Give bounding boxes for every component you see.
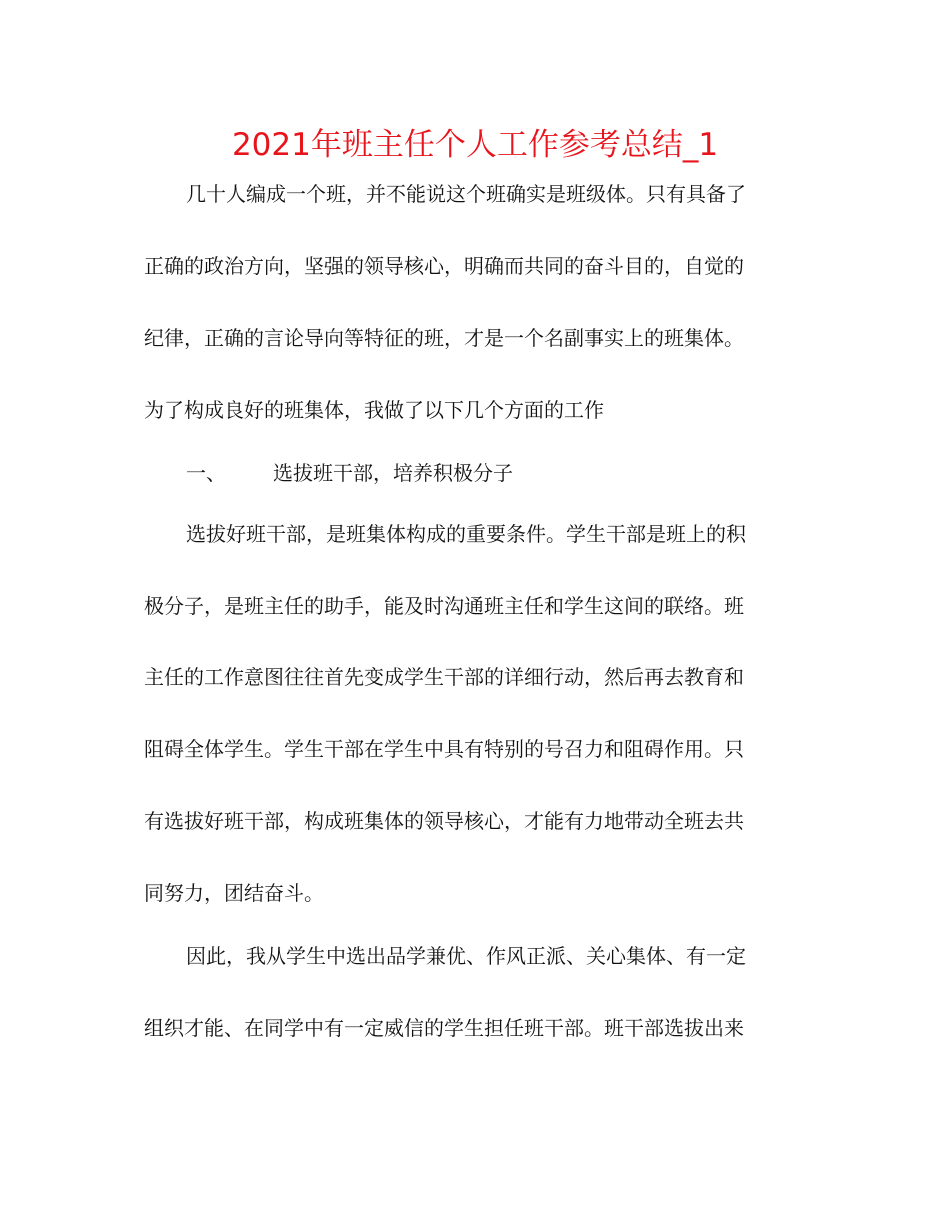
document-title: 2021年班主任个人工作参考总结_1 (231, 127, 719, 163)
paragraph-2-line-6: 同努力，团结奋斗。 (144, 881, 324, 905)
paragraph-1-line-1: 几十人编成一个班，并不能说这个班确实是班级体。只有具备了 (186, 182, 746, 206)
paragraph-3-line-2: 组织才能、在同学中有一定威信的学生担任班干部。班干部选拔出来 (144, 1016, 744, 1040)
paragraph-2-line-1: 选拔好班干部，是班集体构成的重要条件。学生干部是班上的积 (186, 522, 746, 546)
paragraph-1-line-4: 为了构成良好的班集体，我做了以下几个方面的工作 (144, 398, 604, 422)
paragraph-2-line-2: 极分子，是班主任的助手，能及时沟通班主任和学生这间的联络。班 (144, 594, 744, 618)
paragraph-1-line-2: 正确的政治方向，坚强的领导核心，明确而共同的奋斗目的，自觉的 (144, 254, 744, 278)
paragraph-1-line-3: 纪律，正确的言论导向等特征的班，才是一个名副事实上的班集体。 (144, 326, 744, 350)
paragraph-3-line-1: 因此，我从学生中选出品学兼优、作风正派、关心集体、有一定 (186, 944, 746, 968)
section-1-number: 一、 (186, 461, 226, 485)
paragraph-2-line-3: 主任的工作意图往往首先变成学生干部的详细行动，然后再去教育和 (144, 665, 744, 689)
section-1-heading: 选拔班干部，培养积极分子 (273, 461, 513, 485)
paragraph-2-line-4: 阻碍全体学生。学生干部在学生中具有特别的号召力和阻碍作用。只 (144, 737, 744, 761)
paragraph-2-line-5: 有选拔好班干部，构成班集体的领导核心，才能有力地带动全班去共 (144, 809, 744, 833)
